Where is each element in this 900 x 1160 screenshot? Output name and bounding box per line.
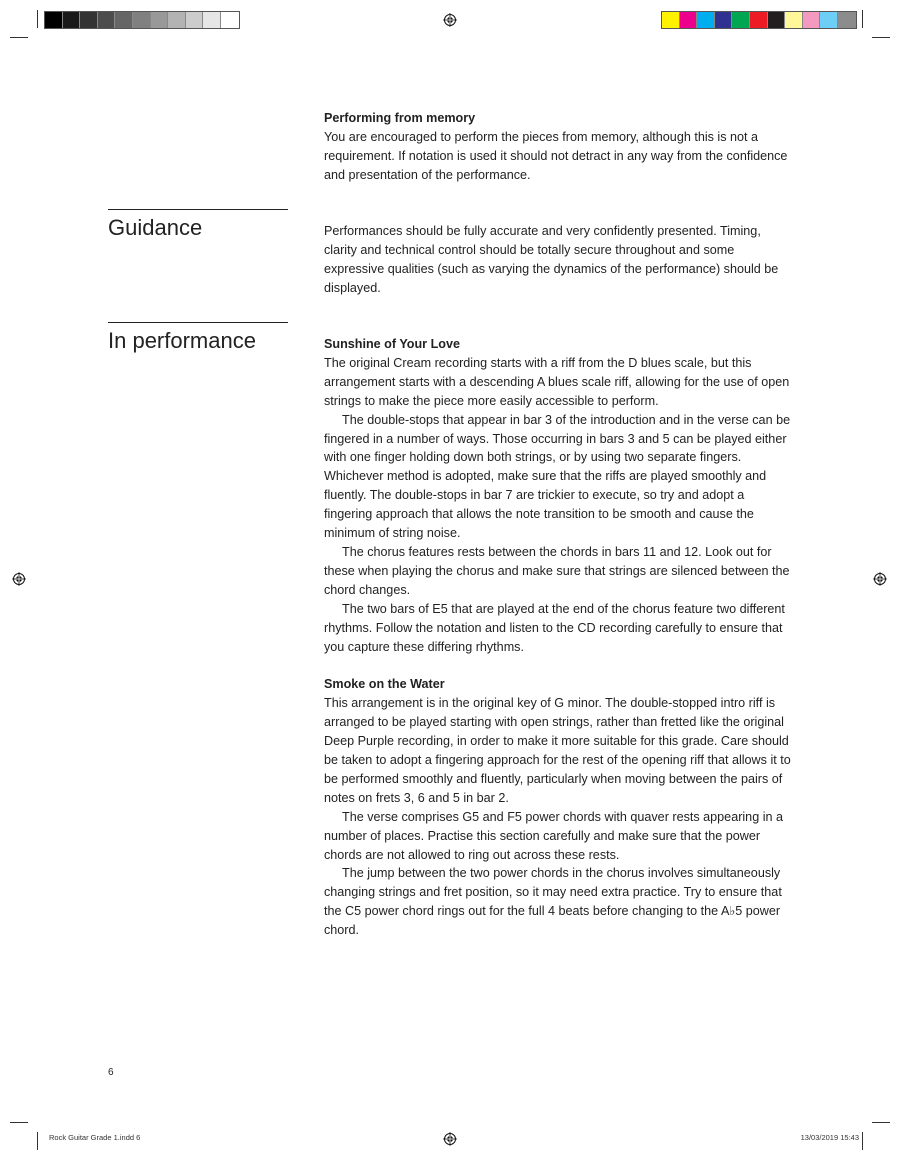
piece-title: Sunshine of Your Love [324, 337, 460, 351]
registration-mark-icon [443, 1132, 457, 1146]
crop-mark [862, 1132, 863, 1150]
registration-mark-icon [12, 572, 26, 586]
memory-section [324, 109, 794, 185]
crop-mark [10, 1122, 28, 1123]
color-swatch [768, 12, 786, 28]
piece-title: Smoke on the Water [324, 677, 445, 692]
memory-heading: Performing from memory [324, 111, 476, 125]
crop-mark [872, 37, 890, 38]
color-swatch [715, 12, 733, 28]
grayscale-color-bar [44, 11, 240, 29]
crop-mark [37, 10, 38, 28]
color-swatch [680, 12, 698, 28]
process-color-bar [661, 11, 857, 29]
crop-mark [872, 1122, 890, 1123]
guidance-rule [108, 209, 288, 210]
color-swatch [45, 12, 63, 28]
color-swatch [133, 12, 151, 28]
page-number: 6 [108, 1067, 114, 1078]
color-swatch [662, 12, 680, 28]
performance-title: In performance [108, 328, 256, 353]
registration-mark-icon [443, 13, 457, 27]
piece-paragraph: The jump between the two power chords in the chorus involves simultaneously changing strings and fret position, so it may need extra practice. Try to ensure that the C5 power chord rings out for the full 4 beats before changing to the A♭5 power chord. [324, 866, 782, 938]
color-swatch [820, 12, 838, 28]
guidance-body: Performances should be fully accurate and very confidently presented. Timing, clarity and technical control should be totally secure throughout and some expressive qualities (such as varying the dynamics of the performance) should be displayed. [324, 224, 779, 295]
color-swatch [803, 12, 821, 28]
color-swatch [732, 12, 750, 28]
piece-paragraph: The double-stops that appear in bar 3 of the introduction and in the verse can be fingered in a number of ways. Those occurring in bars 3 and 5 can be played either with one finger holding down both strings, or by using two separate fingers. Whichever method is adopted, make sure that the riffs are played smoothly and fluently. The double-stops in bar 7 are trickier to execute, so try and adopt a fingering approach that allows the note transition to be smooth and cause the minimum of string noise. [324, 412, 791, 541]
piece-paragraph: The verse comprises G5 and F5 power chords with quaver rests appearing in a number of places. Practise this section carefully and make sure that the power chords are not allowed to ring out across these rests. [324, 809, 783, 862]
piece-smoke-on-the-water [324, 675, 794, 940]
color-swatch [151, 12, 169, 28]
color-swatch [80, 12, 98, 28]
slug-timestamp: 13/03/2019 15:43 [800, 1133, 859, 1142]
guidance-title: Guidance [108, 215, 203, 240]
crop-mark [37, 1132, 38, 1150]
piece-sunshine-of-your-love [324, 335, 794, 656]
color-swatch [838, 12, 856, 28]
crop-mark [862, 10, 863, 28]
memory-body: You are encouraged to perform the pieces from memory, although this is not a requirement. If notation is used it should not detract in any way from the confidence and presentation of the performance. [324, 129, 788, 182]
slug-filename: Rock Guitar Grade 1.indd 6 [49, 1133, 141, 1142]
piece-paragraph: The chorus features rests between the chords in bars 11 and 12. Look out for these when playing the chorus and make sure that strings are silenced between the chord changes. [324, 544, 790, 597]
color-swatch [98, 12, 116, 28]
registration-mark-icon [873, 572, 887, 586]
color-swatch [221, 12, 239, 28]
color-swatch [168, 12, 186, 28]
piece-paragraph: The original Cream recording starts with a riff from the D blues scale, but this arrangement starts with a descending A blues scale riff, allowing for the use of open strings to make the piece more easily accessible to perform. [324, 355, 790, 408]
piece-paragraph: This arrangement is in the original key of G minor. The double-stopped intro riff is arranged to be played starting with open strings, rather than fretted like the original Deep Purple recording, in order to make it more suitable for this grade. Care should be taken to adopt a fingering approach for the rest of the opening riff that allows it to be performed smoothly and fluently, particularly when moving between the pairs of notes on frets 3, 6 and 5 in bar 2. [324, 696, 791, 805]
color-swatch [115, 12, 133, 28]
color-swatch [785, 12, 803, 28]
color-swatch [750, 12, 768, 28]
performance-section [324, 335, 794, 940]
piece-paragraph: The two bars of E5 that are played at the end of the chorus feature two different rhythms. Follow the notation and listen to the CD recording carefully to ensure that you capture these differing rhythms. [324, 601, 785, 654]
color-swatch [203, 12, 221, 28]
color-swatch [697, 12, 715, 28]
color-swatch [186, 12, 204, 28]
color-swatch [63, 12, 81, 28]
guidance-section [324, 222, 794, 298]
performance-rule [108, 322, 288, 323]
crop-mark [10, 37, 28, 38]
